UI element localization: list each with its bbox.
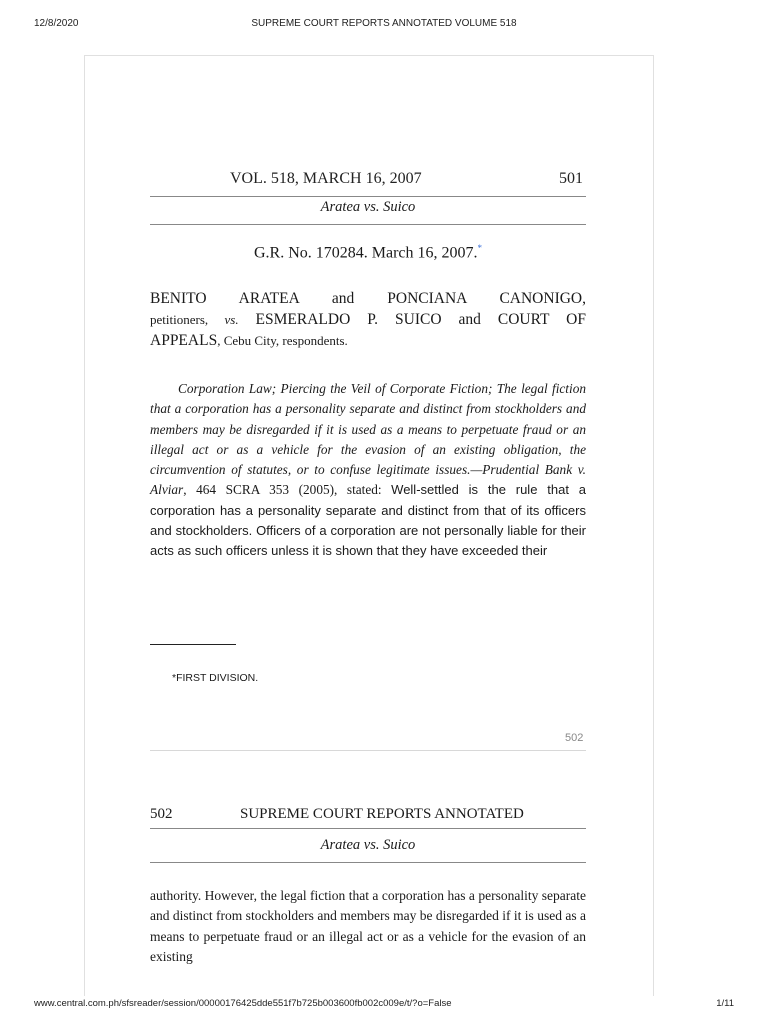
footnote-link[interactable]: * [477,243,483,253]
print-header [0,0,768,30]
running-title: SUPREME COURT REPORTS ANNOTATED [240,806,524,822]
print-url: www.central.com.ph/sfsreader/session/00000176425dde551f7b725b003600fb002c009e/t/?o=False [34,998,452,1009]
petitioners-line: BENITO ARATEA and PONCIANA CANONIGO, [150,290,586,307]
court-name: APPEALS [150,332,218,349]
syllabus-text: Well-settled is the rule that a corporation has a personality separate and distinct from that of its officers and stockholders. Officers of a corporation are not personally liable for their acts as such officers unless it is shown that they have exceeded their [150,482,586,559]
volume-line: VOL. 518, MARCH 16, 2007 [230,170,422,187]
syllabus-headnote: Corporation Law; Piercing the Veil of Corporate Fiction; The legal fiction that a corporation has a personality separate and distinct from stockholders and members may be disregarded if it is used as a means to perpetuate fraud or an illegal act or as a vehicle for the evasion of an existing obligation, the circumvention of statutes, or to confuse legitimate issues.—Prudential Bank v. Alviar [150,381,586,498]
respondents-label: , Cebu City, respondents. [217,333,348,348]
print-footer [0,994,768,1024]
versus-label: vs. [224,312,239,327]
body-paragraph: authority. However, the legal fiction that a corporation has a personality separate and distinct from stockholders and members may be disregarded if it is used as a means to perpetuate fraud or an illegal act or as a vehicle for the evasion of an existing [150,888,586,964]
parties-block [150,288,586,351]
page-marker: 502 [565,732,584,744]
gr-number-text: G.R. No. 170284. March 16, 2007. [253,244,478,262]
case-title-2: Aratea vs. Suico [320,837,416,853]
footnote: *FIRST DIVISION. [172,672,259,684]
header-rule [150,224,586,225]
syllabus-paragraph [150,379,586,562]
print-title: SUPREME COURT REPORTS ANNOTATED VOLUME 518 [251,18,517,29]
page-number: 501 [559,170,583,187]
respondents-line-2 [150,330,586,351]
print-page-count: 1/11 [716,998,734,1009]
footnote-rule [150,644,236,645]
header-rule [150,828,586,829]
page-separator [150,750,586,751]
syllabus-citation: , 464 SCRA 353 (2005), stated: [183,482,392,498]
header-rule [150,862,586,863]
page-number-2: 502 [150,806,173,822]
gr-number [150,243,586,262]
print-date: 12/8/2020 [34,18,79,29]
petitioners-label: petitioners, [150,312,225,327]
respondents-line: ESMERALDO P. SUICO and COURT OF [238,311,586,328]
header-rule [150,196,586,197]
case-title: Aratea vs. Suico [320,199,416,215]
